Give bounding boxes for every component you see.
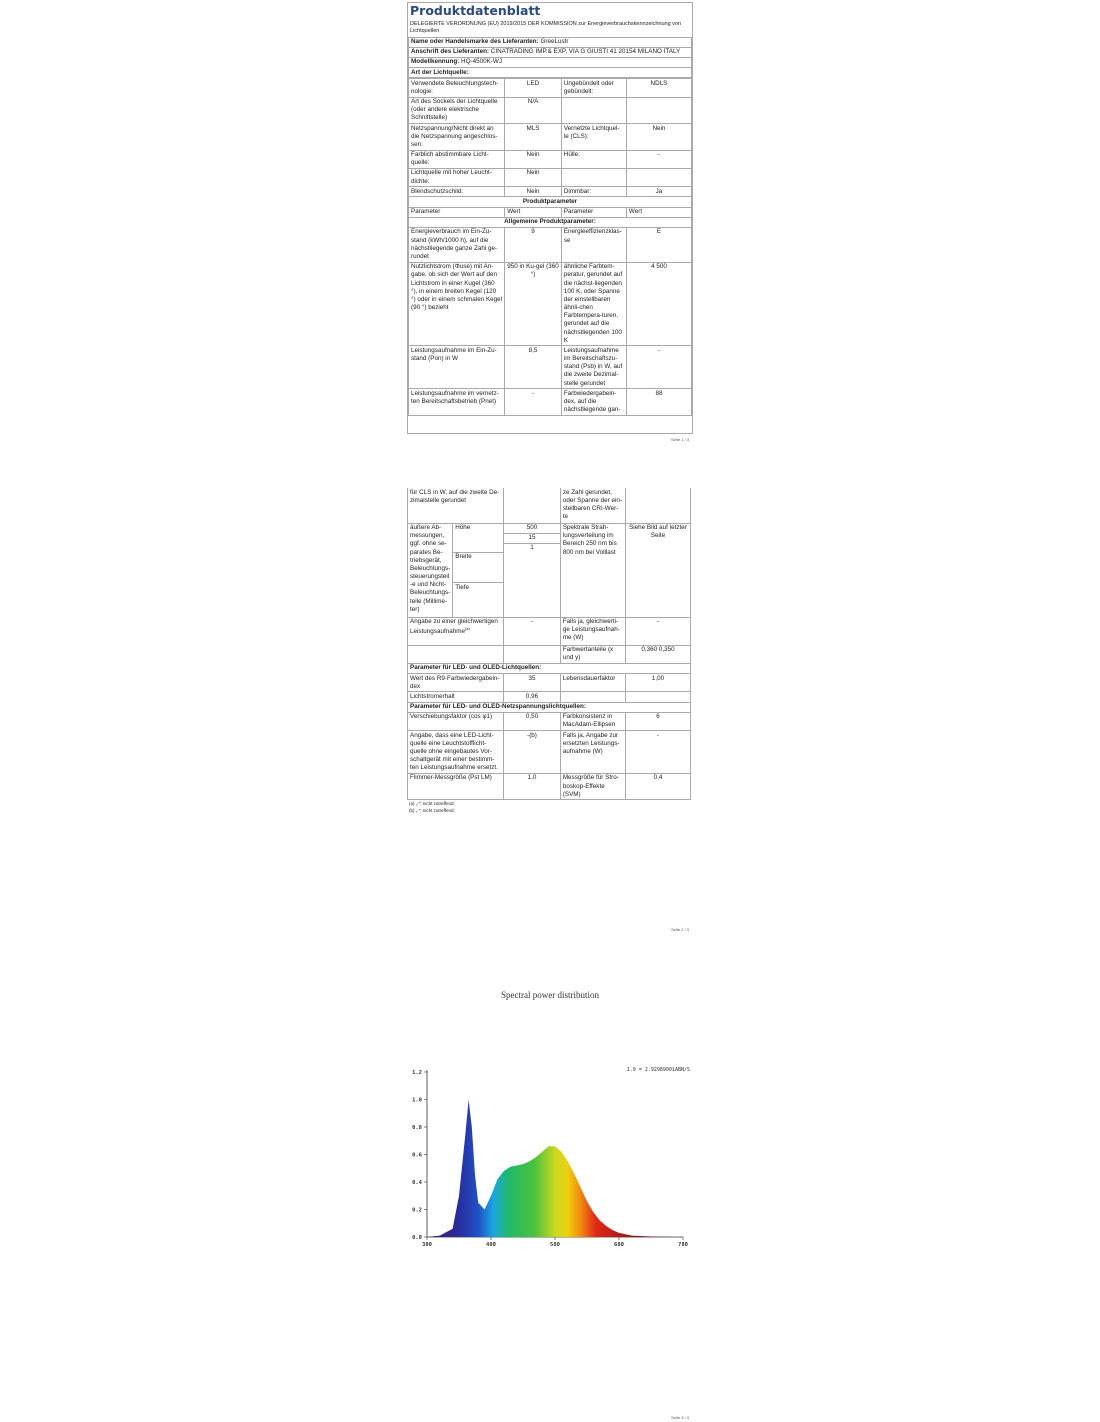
param-label: Leistungsaufnahme im vernetz-ten Bereitschaftsbetrieb (Pnet) xyxy=(409,389,505,416)
param-value: 88 xyxy=(626,389,691,416)
dim-value: 1 xyxy=(530,544,534,552)
param-value: 1,00 xyxy=(625,674,690,692)
param-label: Hülle: xyxy=(561,150,626,168)
datasheet-page-1 xyxy=(407,2,693,434)
type-row xyxy=(409,124,692,151)
led-param-row xyxy=(408,674,691,692)
supplier-address: CINATRADING IMP.& EXP, VIA G GIUSTI 41 20154 MILANO ITALY xyxy=(490,48,681,56)
empty-cell xyxy=(504,488,561,523)
general-params-header: Allgemeine Produktparameter: xyxy=(409,217,692,227)
param-value: 35 xyxy=(504,674,561,692)
empty-cell xyxy=(408,645,504,663)
param-label: Farbkonsistenz in MacAdam-Ellipsen xyxy=(560,712,625,730)
dim-name: Breite xyxy=(453,552,503,582)
param-value: - xyxy=(625,731,690,774)
param-value xyxy=(625,692,690,702)
dim-value: 500 xyxy=(504,524,560,534)
y-tick-label: 0.0 xyxy=(412,1235,422,1241)
param-value: 6 xyxy=(625,712,690,730)
supplier-address-row xyxy=(409,47,692,57)
param-value: Nein xyxy=(626,124,691,151)
param-label: Nutzlichtstrom (Φuse) mit An-gabe, ob sich der Wert auf den Lichtstrom in einer Kugel (360 °), in einem breiten Kegel (120 °) oder in einem schmalen Kegel (90 °) bezieht xyxy=(409,262,505,346)
param-value: 1,0 xyxy=(504,773,561,800)
page-title: Produktdatenblatt xyxy=(410,3,541,18)
model-label: Modellkennung: xyxy=(411,58,460,66)
col-header: Parameter xyxy=(409,207,505,217)
param-label: Netzspannung/Nicht direkt an die Netzspannung angeschlos-sen: xyxy=(409,124,505,151)
chart-title: Spectral power distribution xyxy=(501,990,599,1000)
continued-label-right: ze Zahl gerundet, oder Spanne der ein-stellbaren CRI-Wer-te xyxy=(560,488,625,523)
type-row xyxy=(409,187,692,197)
param-value: LED xyxy=(505,79,562,97)
param-label: Lichtquelle mit hoher Leucht-dichte: xyxy=(409,168,505,186)
mains-params-header: Parameter für LED- und OLED-Netzspannungslichtquellen: xyxy=(408,702,691,712)
mains-param-row xyxy=(408,731,691,774)
y-tick-label: 0.2 xyxy=(412,1207,422,1214)
dim-name: Tiefe xyxy=(453,583,503,612)
param-value: Nein xyxy=(505,150,562,168)
product-params-header: Produktparameter xyxy=(409,197,692,207)
spectrum-area xyxy=(427,1100,683,1238)
param-value: E xyxy=(626,227,691,262)
x-tick-label: 480 xyxy=(486,1242,496,1248)
param-label: Angabe, dass eine LED-Licht-quelle eine Leuchtstofflicht-quelle ohne eingebautes Vor-schaltgerät mit einer bestimm-ten Leistungsaufnahme ersetzt. xyxy=(408,731,504,774)
supplier-name: GreeLustr xyxy=(540,38,569,46)
dimensions-inner-table xyxy=(408,524,503,617)
param-label: Flimmer-Messgröße (Pst LM) xyxy=(408,773,504,800)
spectral-value: Siehe Bild auf letzter Seite xyxy=(625,523,690,617)
chroma-value: 0,360 0,350 xyxy=(625,645,690,663)
y-tick-label: 1.0 xyxy=(412,1097,422,1104)
params-continued-table xyxy=(407,488,691,800)
page-number: Seite 3 / 3 xyxy=(671,1415,690,1420)
spectral-power-chart xyxy=(400,1060,700,1270)
param-value: - xyxy=(626,346,691,389)
param-label: Blendschutzschild: xyxy=(409,187,505,197)
x-tick-label: 380 xyxy=(422,1242,432,1248)
dimensions-cell xyxy=(408,523,504,617)
y-tick-label: 0.4 xyxy=(412,1180,422,1186)
y-tick-label: 0.6 xyxy=(412,1152,422,1159)
param-value: - xyxy=(505,389,562,416)
equiv-power-label: Falls ja, gleichwerti-ge Leistungsaufnah-me (W) xyxy=(560,617,625,645)
model-row xyxy=(409,57,692,67)
led-params-header: Parameter für LED- und OLED-Lichtquellen: xyxy=(408,663,691,673)
empty-cell xyxy=(625,488,690,523)
continued-label-left: für CLS in W, auf die zweite De-zimalstelle gerundet xyxy=(408,488,504,523)
dim-value: 15 xyxy=(504,533,560,543)
type-row xyxy=(409,150,692,168)
chroma-label: Farbwertanteile (x und y) xyxy=(560,645,625,663)
param-label: Ungebündelt oder gebündelt: xyxy=(561,79,626,97)
col-header: Wert xyxy=(626,207,691,217)
type-row xyxy=(409,97,692,124)
empty-cell xyxy=(453,611,503,616)
param-value: 9 xyxy=(505,227,562,262)
param-value: 0,96 xyxy=(504,692,561,702)
param-value: 950 in Ku-gel (360 °) xyxy=(505,262,562,346)
param-label: Dimmbar: xyxy=(561,187,626,197)
general-param-row xyxy=(409,346,692,389)
spectral-label: Spektrale Strah-lungsverteilung im Bereich 250 nm bis 800 nm bei Volllast xyxy=(560,523,625,617)
footnote: (b) „-": nicht zutreffend; xyxy=(409,808,455,814)
param-label: Leistungsaufnahme im Bereitschaftszu-stand (Psb) in W, auf die zweite Dezimal-stelle gerundet xyxy=(561,346,626,389)
equiv-label-cell xyxy=(408,617,504,645)
general-param-row xyxy=(409,262,692,346)
param-label: Energieverbrauch im Ein-Zu-stand (kWh/1000 h), auf die nächstliegende ganze Zahl ge-rundet xyxy=(409,227,505,262)
mains-param-row xyxy=(408,712,691,730)
param-label: Messgröße für Stro-boskop-Effekte (SVM) xyxy=(560,773,625,800)
empty-cell xyxy=(504,645,561,663)
param-label xyxy=(560,692,625,702)
supplier-name-label: Name oder Handelsmarke des Lieferanten: xyxy=(411,38,539,46)
param-value: -(b) xyxy=(504,731,561,774)
param-value: Nein xyxy=(505,187,562,197)
param-label: Verschiebungsfaktor (cos φ1) xyxy=(408,712,504,730)
supplier-table xyxy=(408,37,692,79)
type-row xyxy=(409,168,692,186)
equiv-value: - xyxy=(504,617,561,645)
param-label: Art des Sockels der Lichtquelle (oder andere elektrische Schnittstelle) xyxy=(409,97,505,124)
supplier-address-label: Anschrift des Lieferanten: xyxy=(411,48,490,56)
param-value: N/A xyxy=(505,97,562,124)
x-tick-label: 680 xyxy=(614,1242,624,1248)
dim-name: Höhe xyxy=(453,524,503,553)
y-tick-label: 0.8 xyxy=(412,1125,422,1131)
param-value: 0,50 xyxy=(504,712,561,730)
param-value: 4 500 xyxy=(626,262,691,346)
param-label: Wert des R9-Farbwiedergabein-dex xyxy=(408,674,504,692)
param-value: Nein xyxy=(505,168,562,186)
led-param-row xyxy=(408,692,691,702)
dimensions-values-cell xyxy=(504,523,561,617)
col-header: Parameter xyxy=(561,207,626,217)
supplier-name-row xyxy=(409,37,692,47)
type-header: Art der Lichtquelle: xyxy=(409,68,692,78)
type-row xyxy=(409,79,692,97)
param-label: Farbwiedergabein-dex, auf die nächstliegende gan- xyxy=(561,389,626,416)
y-tick-label: 1.2 xyxy=(412,1070,422,1076)
param-value: 0,4 xyxy=(625,773,690,800)
x-tick-label: 780 xyxy=(678,1242,688,1248)
model-id: HQ-4500K-WJ xyxy=(461,58,502,66)
param-value: MLS xyxy=(505,124,562,151)
general-param-row xyxy=(409,227,692,262)
footnote-ref: (a) xyxy=(464,626,470,632)
dimensions-values-table xyxy=(504,524,560,554)
param-value xyxy=(626,168,691,186)
col-header: Wert xyxy=(505,207,562,217)
page-number: Seite 1 / 3 xyxy=(671,437,690,442)
param-label: Energieeffizienzklas-se xyxy=(561,227,626,262)
param-value: 8,5 xyxy=(505,346,562,389)
param-label: Lichtstromerhalt xyxy=(408,692,504,702)
equiv-power-value: - xyxy=(625,617,690,645)
mains-param-row xyxy=(408,773,691,800)
chart-header-text: 1.0 = 2.92989001ABN/S xyxy=(626,1067,690,1073)
param-value: NDLS xyxy=(626,79,691,97)
general-param-row xyxy=(409,389,692,416)
param-label xyxy=(561,97,626,124)
param-label: Falls ja, Angabe zur ersetzten Leistungs-aufnahme (W) xyxy=(560,731,625,774)
type-table xyxy=(408,78,692,416)
x-tick-label: 580 xyxy=(550,1242,560,1248)
param-label: Verwendete Beleuchtungstech-nologie: xyxy=(409,79,505,97)
param-label: ähnliche Farbtem-peratur, gerundet auf die nächst-liegenden 100 K, oder Spanne der einstellbaren ähnli-chen Farbtempera-turen, gerundet auf die nächstliegenden 100 K xyxy=(561,262,626,346)
regulation-text: DELEGIERTE VERORDNUNG (EU) 2019/2015 DER KOMMISSION zur Energieverbrauchskennzeichnung von Lichtquellen xyxy=(410,21,682,35)
param-value: - xyxy=(626,150,691,168)
param-label xyxy=(561,168,626,186)
dimensions-label: äußere Ab-messungen, ggf. ohne se-parates Be-triebsgerät, Beleuchtungs-steuerungsteil-e und Nicht-Beleuchtungs-teile (Millime-ter) xyxy=(408,524,453,617)
equiv-label: Angabe zu einer gleichwertigen Leistungsaufnahme xyxy=(410,618,498,636)
param-value xyxy=(626,97,691,124)
param-label: Farblich abstimmbare Licht-quelle: xyxy=(409,150,505,168)
param-label: Leistungsaufnahme im Ein-Zu-stand (Pon) in W xyxy=(409,346,505,389)
datasheet-page-2 xyxy=(407,488,691,815)
footnote: (a) „-": nicht zutreffend; xyxy=(409,801,455,807)
param-label: Vernetzte Lichtquel-le (CLS): xyxy=(561,124,626,151)
param-value: Ja xyxy=(626,187,691,197)
page-number: Seite 2 / 3 xyxy=(671,927,690,932)
param-label: Lebensdauerfaktor xyxy=(560,674,625,692)
